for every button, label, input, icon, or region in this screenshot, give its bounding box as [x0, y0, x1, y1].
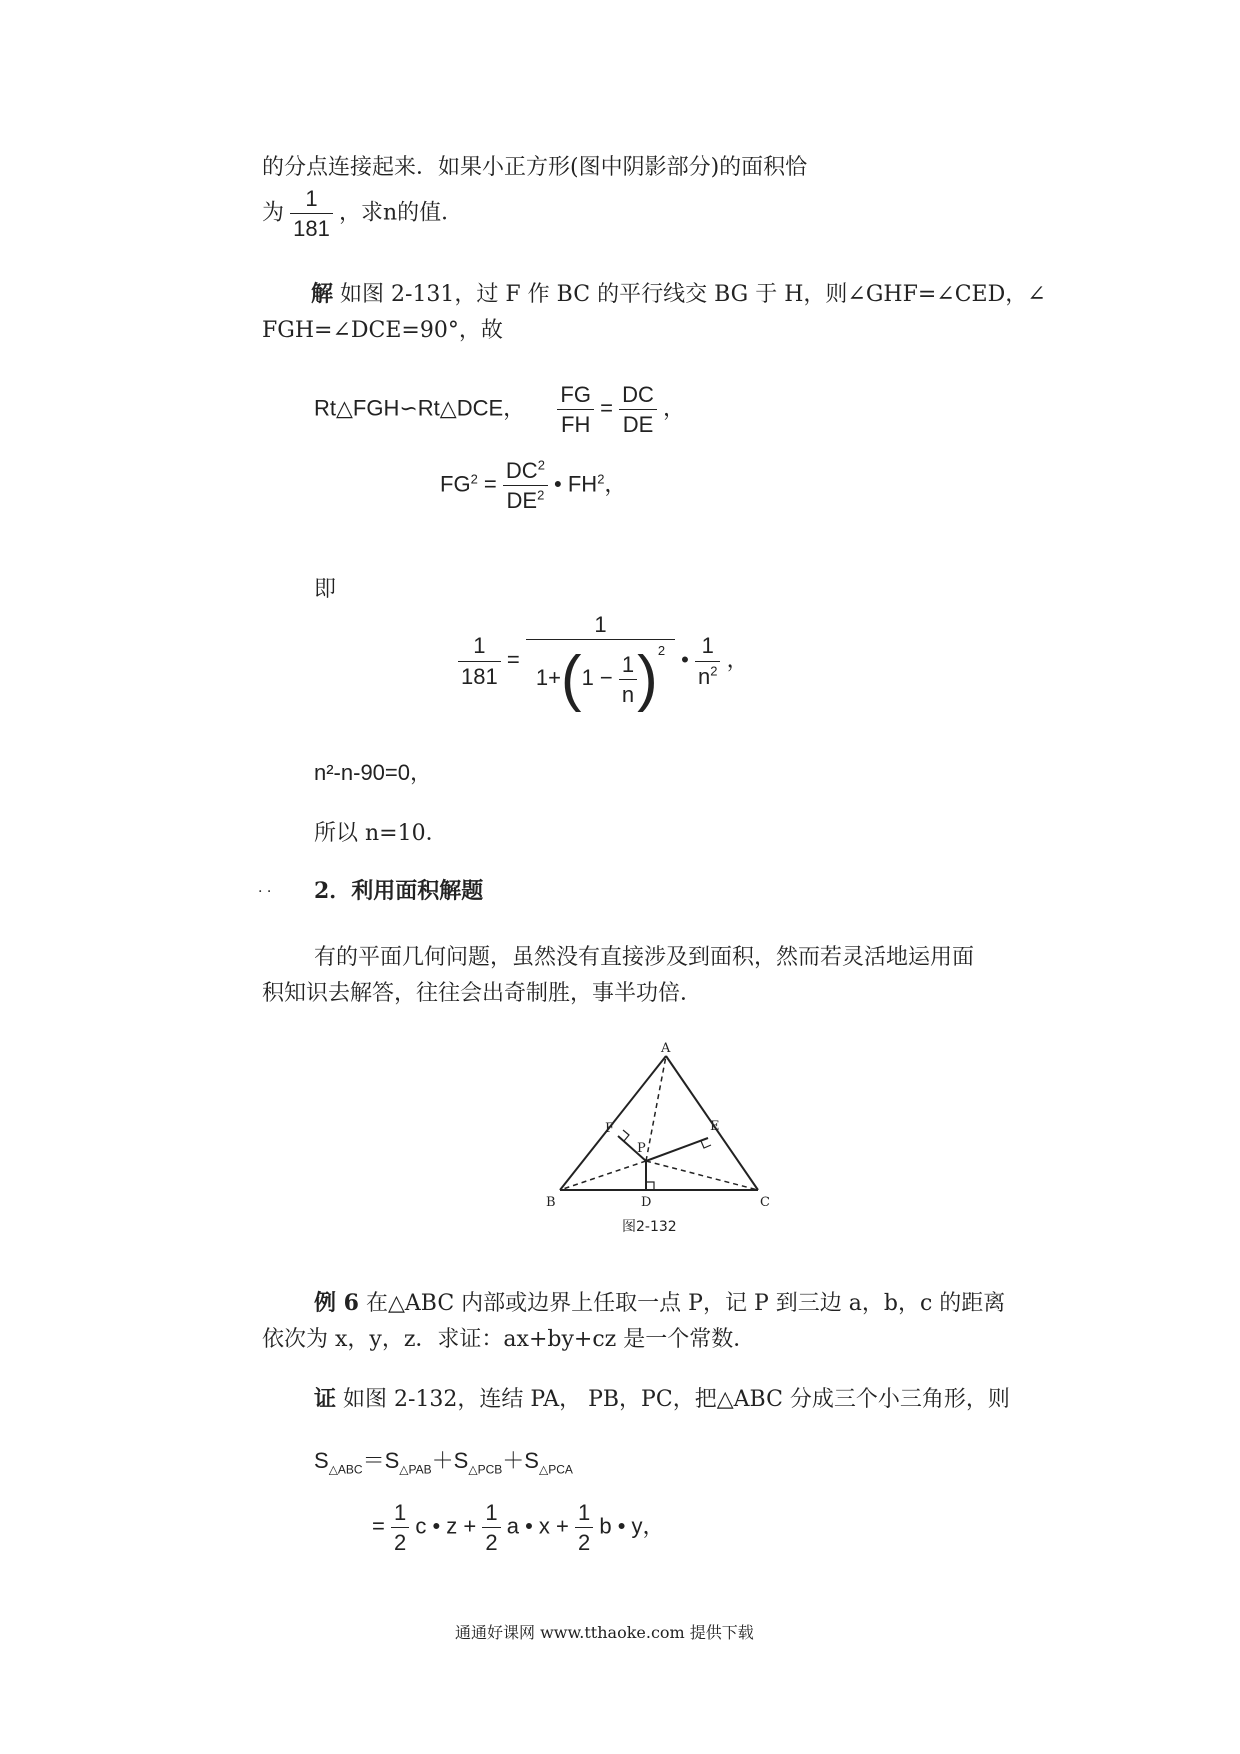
label-d: D: [641, 1195, 652, 1210]
comma: ，: [663, 395, 686, 421]
eq2-left: FG: [440, 471, 471, 497]
exponent: 2: [537, 487, 545, 503]
label-b: B: [546, 1195, 556, 1210]
frac-num: 1: [578, 1500, 591, 1525]
fraction-1-n2: [695, 633, 720, 689]
para-line-2: 积知识去解答，往往会出奇制胜，事半功倍．: [262, 981, 703, 1006]
equals-sign: ＝: [362, 1448, 385, 1473]
plus-sign: ＋: [502, 1448, 525, 1473]
right-angle-mark-d: [646, 1182, 654, 1190]
comma: ，: [604, 471, 627, 497]
frac-num: 1: [485, 1500, 498, 1525]
frac-num: 1: [305, 186, 318, 211]
equals-sign: =: [600, 395, 613, 421]
example-label: 例 6: [314, 1290, 359, 1316]
frac-num: 1: [473, 633, 486, 659]
frac-num-text: DC: [505, 458, 538, 483]
left-paren: (: [560, 644, 582, 714]
equals-sign: =: [483, 471, 497, 497]
intro-post: ，求n的值．: [338, 200, 464, 226]
example-line-2: 依次为 x，y，z．求证：ax+by+cz 是一个常数．: [262, 1327, 756, 1352]
exponent: 2: [597, 471, 605, 487]
fraction-1-n-inner: [619, 652, 637, 708]
subscript: △PCA: [538, 1462, 573, 1477]
fraction-big: [526, 612, 675, 714]
exponent: 2: [657, 643, 666, 659]
right-angle-mark-e: [701, 1141, 711, 1148]
one-minus: 1 −: [581, 665, 613, 691]
eq1-left: Rt△FGH∽Rt△DCE，: [314, 395, 526, 421]
frac-den: [526, 639, 675, 714]
area-s2: S: [453, 1448, 469, 1473]
area-s1: S: [384, 1448, 400, 1473]
subscript: △PCB: [468, 1462, 503, 1477]
equation-quadratic: n²-n-90=0，: [314, 760, 433, 785]
frac-den-text: DE: [506, 488, 538, 514]
frac-num: [503, 458, 548, 485]
perpendicular-pe: [646, 1138, 708, 1161]
segment-pb: [560, 1161, 646, 1190]
dot-operator: •: [681, 647, 689, 673]
ji-label: 即: [314, 577, 337, 602]
frac-num: 1: [393, 1500, 407, 1525]
proof-line-1: [314, 1382, 1010, 1413]
frac-den: [695, 661, 720, 689]
eq2-mid: • FH: [554, 471, 598, 497]
frac-den-text: n: [698, 663, 711, 689]
fraction-dc2-de2: [503, 458, 548, 514]
frac-den: n: [619, 679, 637, 707]
frac-den: 2: [482, 1527, 500, 1555]
right-paren: ): [637, 644, 658, 714]
frac-den: [503, 485, 548, 513]
label-f: F: [605, 1121, 615, 1136]
fraction-fg-fh: [557, 382, 594, 438]
proof-label: 证: [314, 1386, 337, 1412]
equals-sign: =: [372, 1513, 385, 1539]
para-line-1: 有的平面几何问题，虽然没有直接涉及到面积，然而若灵活地运用面: [314, 945, 975, 970]
right-angle-mark-f: [623, 1130, 629, 1141]
frac-num: DC: [622, 382, 654, 407]
intro-pre: 为: [262, 200, 285, 226]
area-s: S: [314, 1448, 329, 1473]
section-title: 2．利用面积解题: [314, 878, 484, 904]
example-text-1: 在△ABC 内部或边界上任取一点 P，记 P 到三边 a，b，c 的距离: [365, 1291, 1006, 1316]
segment-pa: [646, 1056, 666, 1161]
fraction-1-181-left: [458, 633, 501, 689]
frac-num: 1: [621, 651, 635, 677]
area-equation: [314, 1444, 573, 1476]
frac-den: 181: [458, 661, 501, 689]
frac-num: 1: [701, 633, 714, 659]
frac-den: 2: [575, 1527, 593, 1555]
exponent: 2: [470, 471, 478, 487]
term-1: c • z +: [415, 1513, 477, 1539]
frac-den: FH: [557, 409, 594, 437]
fraction-1-181: [290, 186, 333, 242]
figure-2-132: [540, 1040, 800, 1250]
equals-sign: =: [506, 647, 520, 673]
label-p: P: [637, 1141, 646, 1156]
comma: ，: [726, 647, 749, 673]
frac-den: 181: [290, 213, 333, 241]
proof-text-1: 如图 2-132，连结 PA， PB，PC，把△ABC 分成三个小三角形，则: [343, 1387, 1010, 1412]
fraction-half-3: [575, 1500, 593, 1556]
footer-credit: 通通好课网 www.tthaoke.com 提供下载: [455, 1623, 754, 1642]
solution-label: 解: [311, 281, 334, 307]
equation-fg-squared: [440, 458, 626, 514]
subscript: △PAB: [399, 1462, 432, 1477]
solution-text-1: 如图 2-131，过 F 作 BC 的平行线交 BG 于 H，则∠GHF=∠CED，∠: [340, 282, 1046, 307]
one-plus: 1+: [535, 665, 561, 691]
frac-den: DE: [619, 409, 657, 437]
example-line-1: [314, 1286, 1005, 1317]
exponent: 2: [537, 457, 545, 473]
fraction-dc-de: [619, 382, 657, 438]
intro-line-2: [262, 186, 463, 242]
frac-num: 1: [594, 612, 607, 637]
intro-line-1: 的分点连接起来．如果小正方形(图中阴影部分)的面积恰: [262, 155, 808, 180]
equation-substitution: [458, 612, 749, 714]
conclusion-n: 所以 n=10．: [314, 821, 448, 846]
solution-line-1: [311, 277, 1046, 308]
label-c: C: [760, 1195, 770, 1210]
term-2: a • x +: [506, 1513, 569, 1539]
area-s3: S: [524, 1448, 539, 1473]
fraction-half-1: [391, 1500, 409, 1556]
figure-caption: 图2-132: [622, 1219, 677, 1235]
label-a: A: [661, 1041, 671, 1056]
area-equation-expanded: [372, 1500, 665, 1556]
label-e: E: [710, 1119, 720, 1134]
solution-line-2: FGH=∠DCE=90°，故: [262, 318, 503, 343]
exponent: 2: [710, 663, 718, 679]
frac-den: 2: [391, 1527, 409, 1555]
frac-num: FG: [560, 382, 591, 407]
equation-similar-triangles: [314, 382, 685, 438]
fraction-half-2: [482, 1500, 500, 1556]
plus-sign: ＋: [431, 1448, 454, 1473]
section-dots: . .: [258, 880, 272, 896]
term-3: b • y，: [599, 1513, 665, 1539]
subscript: △ABC: [328, 1462, 363, 1477]
